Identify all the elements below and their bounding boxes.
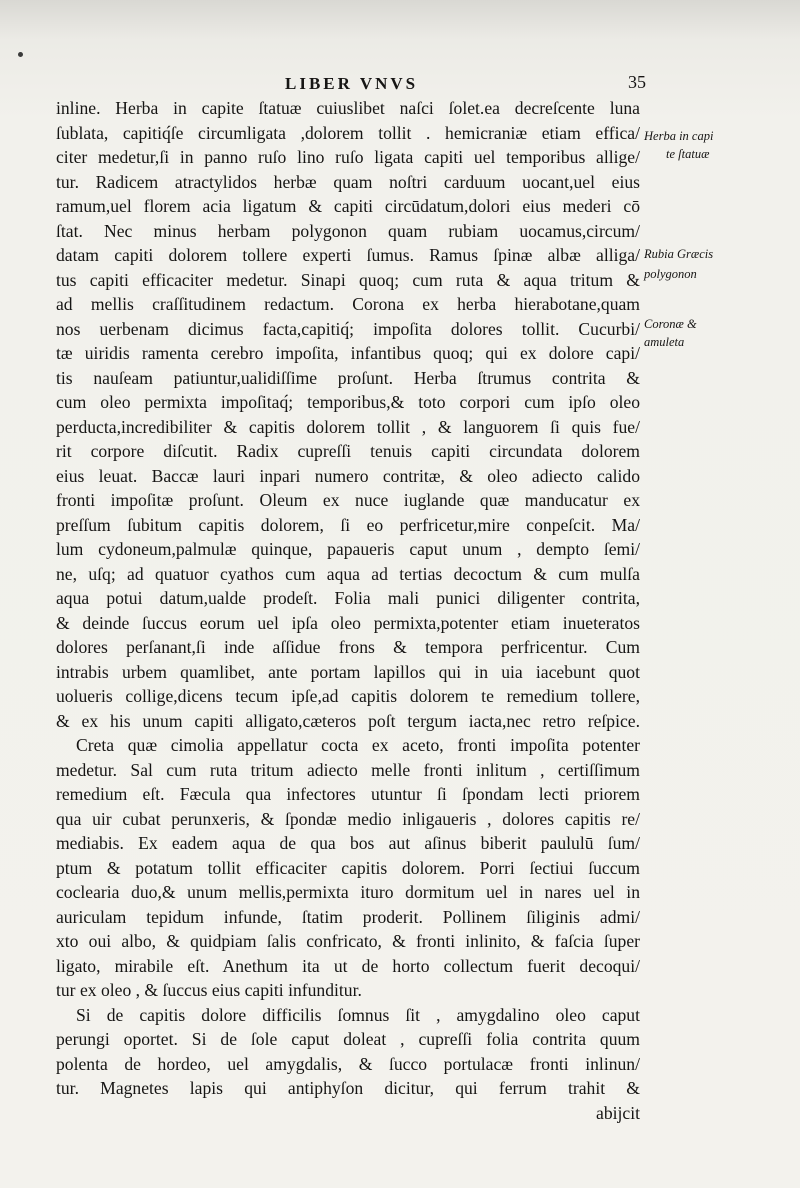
text-line: tur. Magnetes lapis qui antiphyſon dicitur, qui ferrum trahit & (56, 1078, 640, 1098)
text-line: remedium eſt. Fæcula qua infectores utuntur ſi ſpondam lecti priorem (56, 784, 640, 804)
text-line: xto oui albo, & quidpiam ſalis confricato, & fronti inlinito, & faſcia ſuper (56, 931, 640, 951)
running-head: LIBER VNVS (285, 74, 419, 93)
margin-note: Coronæ & (644, 317, 697, 331)
text-line: fronti impoſitæ proſunt. Oleum ex nuce iuglande quæ manducatur ex (56, 490, 640, 510)
text-line: cum oleo permixta impoſitaq́; temporibus,& toto corpori cum ipſo oleo (56, 392, 640, 412)
margin-note: te ſtatuæ (666, 147, 710, 161)
text-line: lum cydoneum,palmulæ quinque, papaueris caput unum , dempto ſemi/ (56, 539, 640, 559)
text-line: tur. Radicem atractylidos herbæ quam noſtri carduum uocant,uel eius (56, 171, 640, 192)
text-line: perducta,incredibiliter & capitis dolorem tollit , & languorem ſi quis fue/ (56, 416, 640, 437)
text-line: intrabis urbem quamlibet, ante portam lapillos qui in uia iacebunt quot (56, 661, 640, 682)
paragraph-start-line: Si de capitis dolore difficilis ſomnus ſit , amygdalino oleo caput (76, 1004, 640, 1025)
text-line: medetur. Sal cum ruta tritum adiecto melle fronti inlitum , certiſſimum (56, 759, 640, 780)
text-line: eius leuat. Baccæ lauri inpari numero contritæ, & oleo adiecto calido (56, 465, 640, 486)
text-line: ad mellis craſſitudinem redactum. Corona ex herba hierabotane,quam (56, 294, 640, 314)
text-line: ptum & potatum tollit efficaciter capitis dolorem. Porri ſectiui ſuccum (56, 857, 640, 878)
margin-note: amuleta (644, 335, 685, 349)
text-line: dolores perſanant,ſi inde aſſidue frons & tempora perfricentur. Cum (56, 637, 640, 657)
text-line: uolueris collige,dicens tecum ipſe,ad capitis dolorem te remedium tollere, (56, 686, 640, 706)
page-number: 35 (628, 72, 646, 92)
text-line: datam capiti dolorem tollere experti ſumus. Ramus ſpinæ albæ alliga/ (56, 245, 640, 265)
ink-speck (18, 52, 23, 57)
text-line: ne, uſq; ad quatuor cyathos cum aqua ad tertias decoctum & cum mulſa (56, 563, 640, 584)
text-line: & ex his unum capiti alligato,cæteros poſt tergum iacta,nec retro reſpice. (56, 710, 640, 731)
text-line: preſſum ſubitum capitis dolorem, ſi eo perfricetur,mire conpeſcit. Ma/ (56, 514, 640, 535)
text-line: tus capiti efficaciter medetur. Sinapi quoq; cum ruta & aqua tritum & (56, 269, 640, 290)
margin-note: Rubia Græcis (644, 247, 714, 261)
text-line: auriculam tepidum infunde, ſtatim proderit. Pollinem ſiliginis admi/ (56, 906, 640, 927)
text-line: qua uir cubat perunxeris, & ſpondæ medio inligaueris , dolores capitis re/ (56, 808, 640, 829)
margin-note: polygonon (644, 267, 697, 281)
text-line: perungi oportet. Si de ſole caput doleat , cupreſſi folia contrita quum (56, 1029, 640, 1049)
text-line: tis nauſeam patiuntur,ualidiſſime proſunt. Herba ſtrumus contrita & (56, 367, 640, 388)
text-line: tæ uiridis ramenta cerebro impoſita, infantibus quoq; qui ex dolore capi/ (56, 343, 640, 363)
text-line: ligato, mirabile eſt. Anethum ita ut de horto collectum fuerit decoqui/ (56, 955, 640, 976)
text-line: mediabis. Ex eadem aqua de qua bos aut aſinus biberit paululū ſum/ (56, 833, 640, 853)
text-line: ramum,uel florem acia ligatum & capiti circūdatum,dolori eius mederi cō (56, 196, 640, 216)
catchword: abijcit (596, 1102, 640, 1123)
paragraph-start-line: Creta quæ cimolia appellatur cocta ex aceto, fronti impoſita potenter (76, 735, 640, 755)
text-line: citer medetur,ſi in panno ruſo lino ruſo ligata capiti uel temporibus allige/ (56, 147, 640, 167)
text-line: aqua potui datum,ualde prodeſt. Folia mali punici diligenter contrita, (56, 588, 640, 608)
text-line: coclearia duo,& unum mellis,permixta ituro dormitum uel in nares uel in (56, 882, 640, 902)
margin-note: Herba in capi (644, 129, 714, 143)
text-line: inline. Herba in capite ſtatuæ cuiuslibet naſci ſolet.ea decreſcente luna (56, 98, 640, 118)
text-line: nos uerbenam dicimus facta,capitiq́; impoſita dolores tollit. Cucurbi/ (56, 318, 640, 339)
main-text-block (56, 96, 640, 1125)
text-line: tur ex oleo , & ſuccus eius capiti infunditur. (56, 980, 362, 1000)
text-line: ſublata, capitiq́ſe circumligata ,dolorem tollit . hemicraniæ etiam effica/ (56, 122, 640, 143)
text-line: & deinde ſuccus eorum uel ipſa oleo permixta,potenter etiam inueteratos (56, 612, 640, 633)
text-line: ſtat. Nec minus herbam polygonon quam rubiam uocamus,circum/ (56, 220, 640, 241)
text-line: rit corpore diſcutit. Radix cupreſſi tenuis capiti circundata dolorem (56, 441, 640, 461)
text-line: polenta de hordeo, uel amygdalis, & ſucco portulacæ fronti inlinun/ (56, 1053, 640, 1074)
